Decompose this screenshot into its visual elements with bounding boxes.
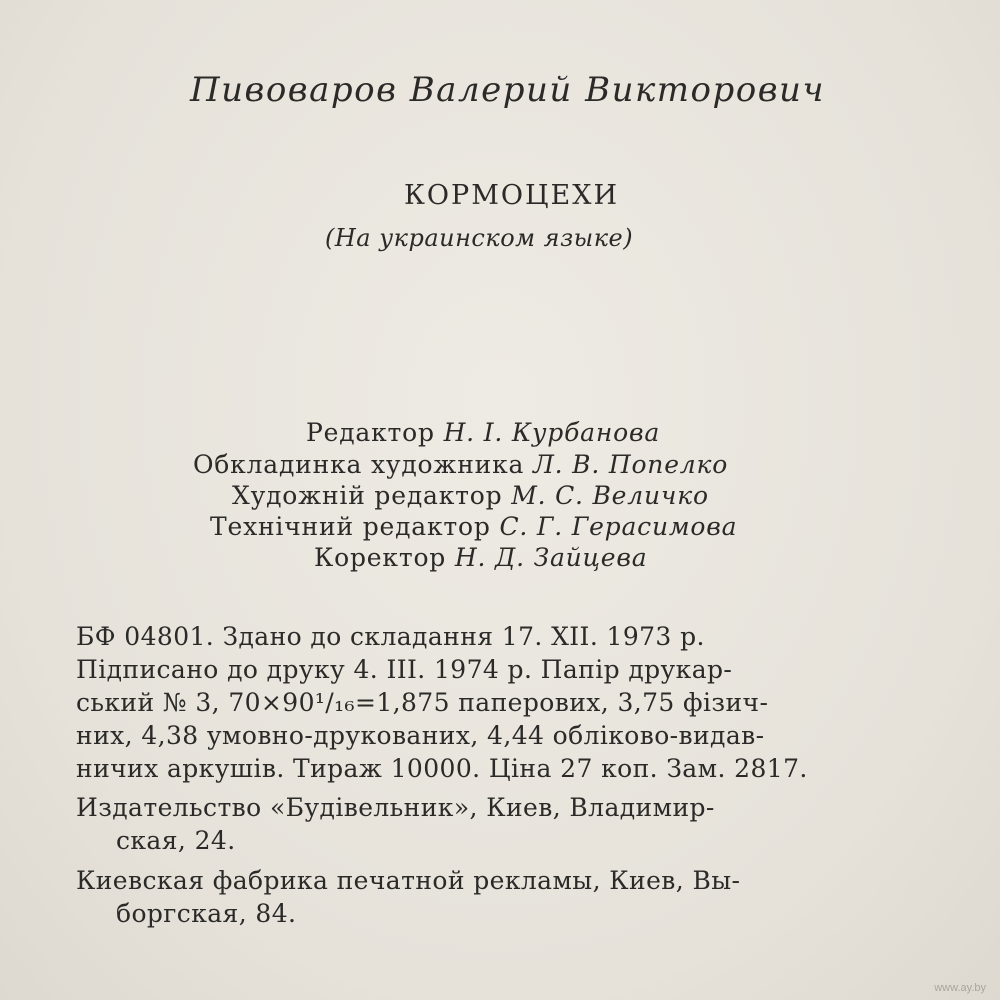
imprint-line: ський № 3, 70×90¹/₁₆=1,875 паперових, 3,75 фізич- (76, 688, 769, 717)
credit-person: Н. І. Курбанова (443, 418, 661, 447)
credit-person: Н. Д. Зайцева (454, 543, 648, 572)
credit-art-editor (232, 481, 709, 510)
printer-line: Киевская фабрика печатной рекламы, Киев, Вы- (76, 866, 741, 895)
imprint-line: Підписано до друку 4. III. 1974 р. Папір друкар- (76, 655, 733, 684)
language-note: (На украинском языке) (325, 224, 634, 252)
credit-role: Технічний редактор (210, 512, 491, 541)
book-title: КОРМОЦЕХИ (404, 180, 620, 211)
printer-line: боргская, 84. (116, 899, 297, 928)
publisher-line: Издательство «Будівельник», Киев, Владимир- (76, 793, 715, 822)
credit-person: С. Г. Герасимова (499, 512, 738, 541)
credit-cover-artist (193, 450, 728, 479)
credit-role: Обкладинка художника (193, 450, 525, 479)
watermark: www.ay.by (934, 982, 986, 994)
author-name: Пивоваров Валерий Викторович (190, 70, 826, 110)
credit-tech-editor (210, 512, 737, 541)
credit-role: Художній редактор (232, 481, 503, 510)
imprint-block (76, 622, 940, 787)
imprint-line: БФ 04801. Здано до складання 17. XII. 1973 р. (76, 622, 705, 651)
imprint-line: ничих аркушів. Тираж 10000. Ціна 27 коп. Зам. 2817. (76, 754, 808, 783)
credit-editor (306, 418, 660, 447)
credit-role: Редактор (306, 418, 435, 447)
credit-proofreader (314, 543, 647, 572)
publisher-block (76, 793, 940, 859)
imprint-line: них, 4,38 умовно-друкованих, 4,44 обліково-видав- (76, 721, 765, 750)
credit-person: М. С. Величко (511, 481, 709, 510)
credit-role: Коректор (314, 543, 447, 572)
printer-block (76, 866, 940, 932)
publisher-line: ская, 24. (116, 826, 236, 855)
credit-person: Л. В. Попелко (533, 450, 729, 479)
